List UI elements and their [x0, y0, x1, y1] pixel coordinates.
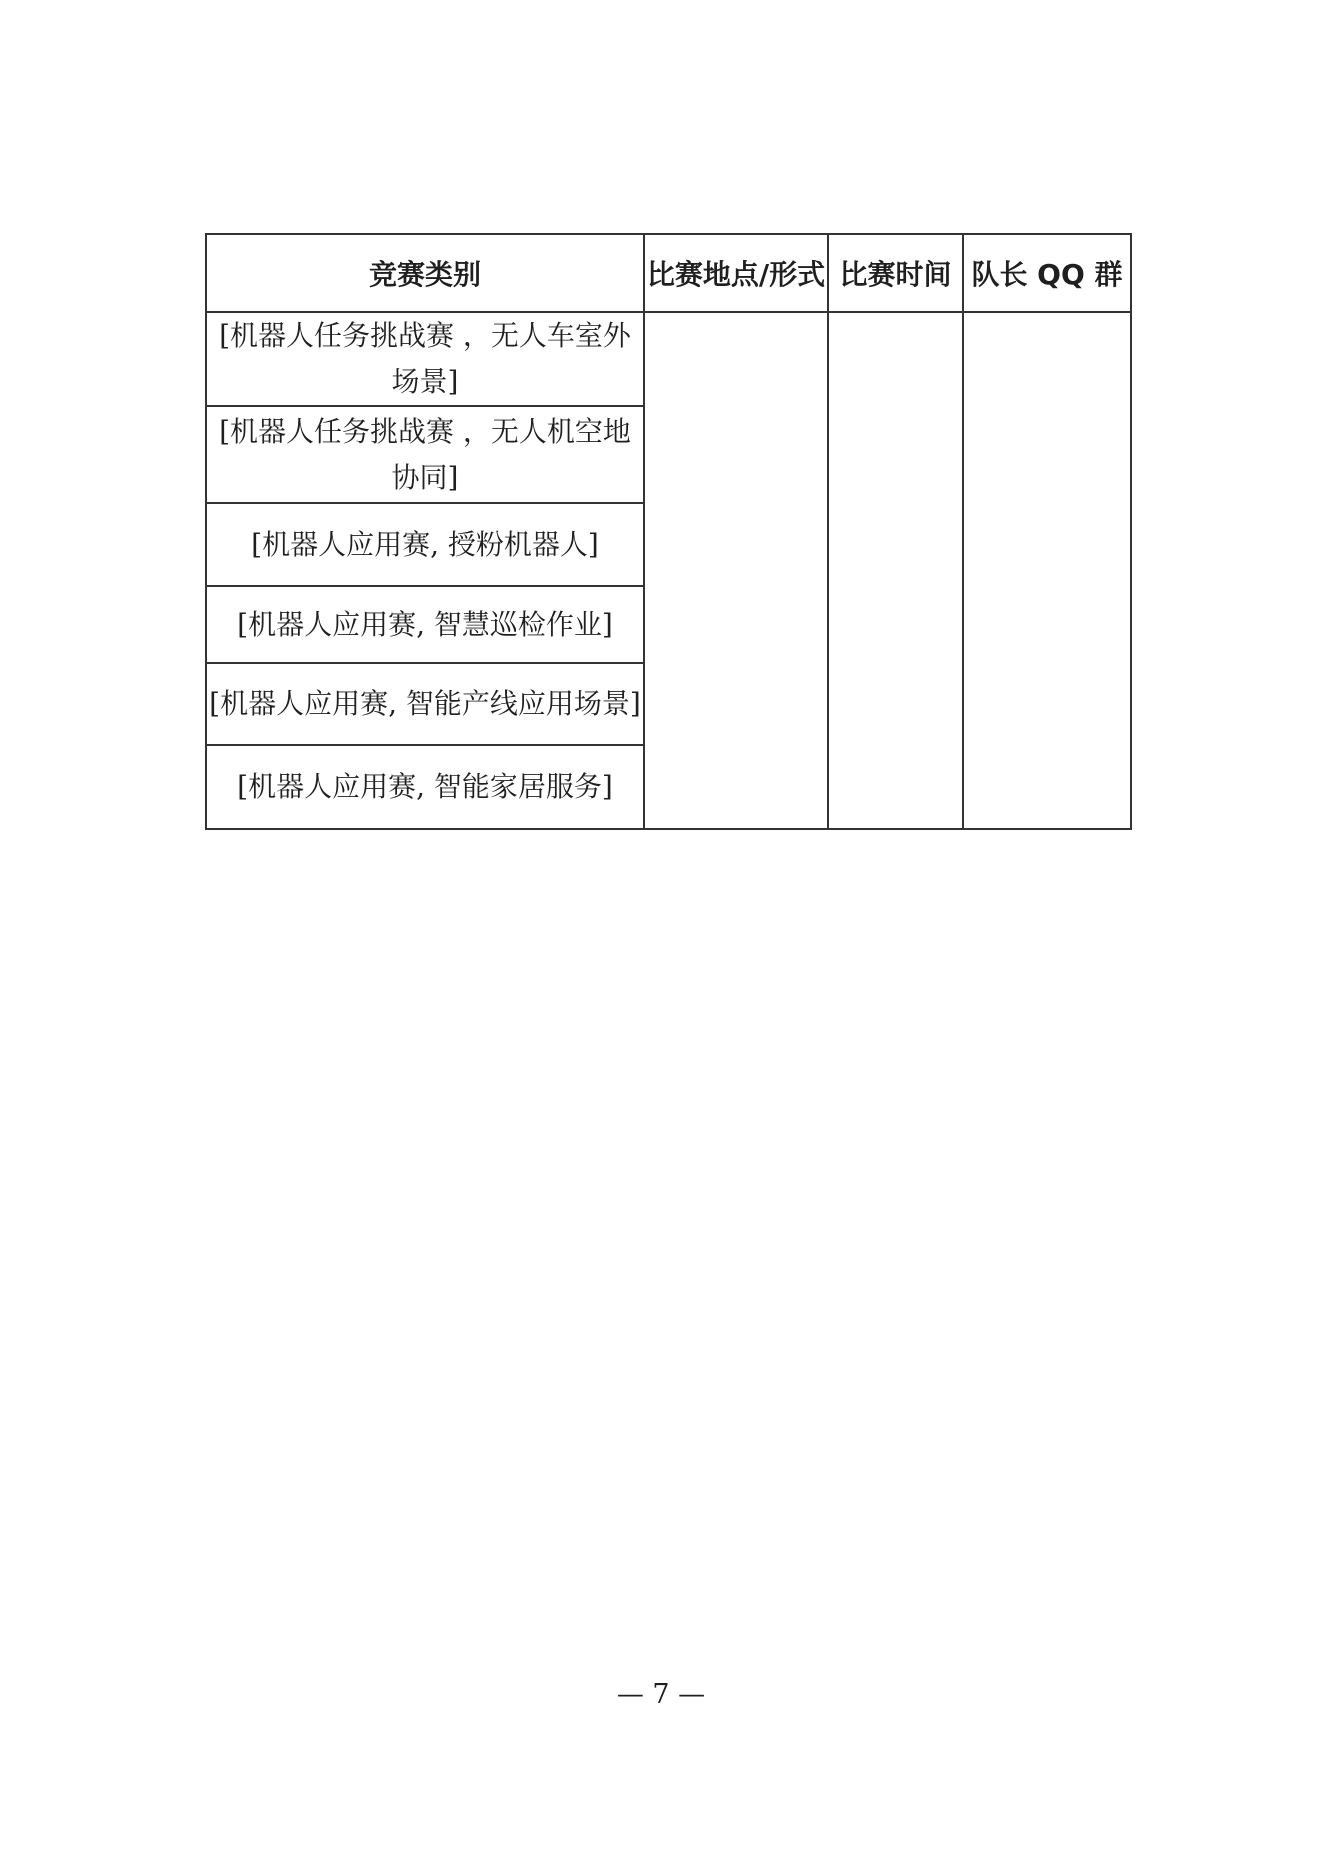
table-row	[206, 312, 1131, 406]
category-cell-robot-task-uav-air-ground: [机器人任务挑战赛 ，无人机空地协同]	[206, 406, 644, 503]
category-cell-robot-app-smart-home: [机器人应用赛, 智能家居服务]	[206, 745, 644, 829]
location-format-cell	[644, 312, 828, 829]
table-header-row	[206, 234, 1131, 312]
time-cell	[828, 312, 963, 829]
header-cell-captain-qq-group: 队长 QQ 群	[963, 234, 1131, 312]
header-cell-location-format: 比赛地点/形式	[644, 234, 828, 312]
header-cell-time: 比赛时间	[828, 234, 963, 312]
category-cell-robot-task-outdoor-vehicle: [机器人任务挑战赛 ，无人车室外场景]	[206, 312, 644, 406]
competition-registration-table	[205, 233, 1132, 830]
category-cell-robot-app-pollination: [机器人应用赛, 授粉机器人]	[206, 503, 644, 586]
category-cell-robot-app-smart-inspection: [机器人应用赛, 智慧巡检作业]	[206, 586, 644, 663]
captain-qq-group-cell	[963, 312, 1131, 829]
category-cell-robot-app-smart-production-line: [机器人应用赛, 智能产线应用场景]	[206, 663, 644, 745]
header-cell-category: 竞赛类别	[206, 234, 644, 312]
page-number: — 7 —	[616, 1679, 706, 1710]
